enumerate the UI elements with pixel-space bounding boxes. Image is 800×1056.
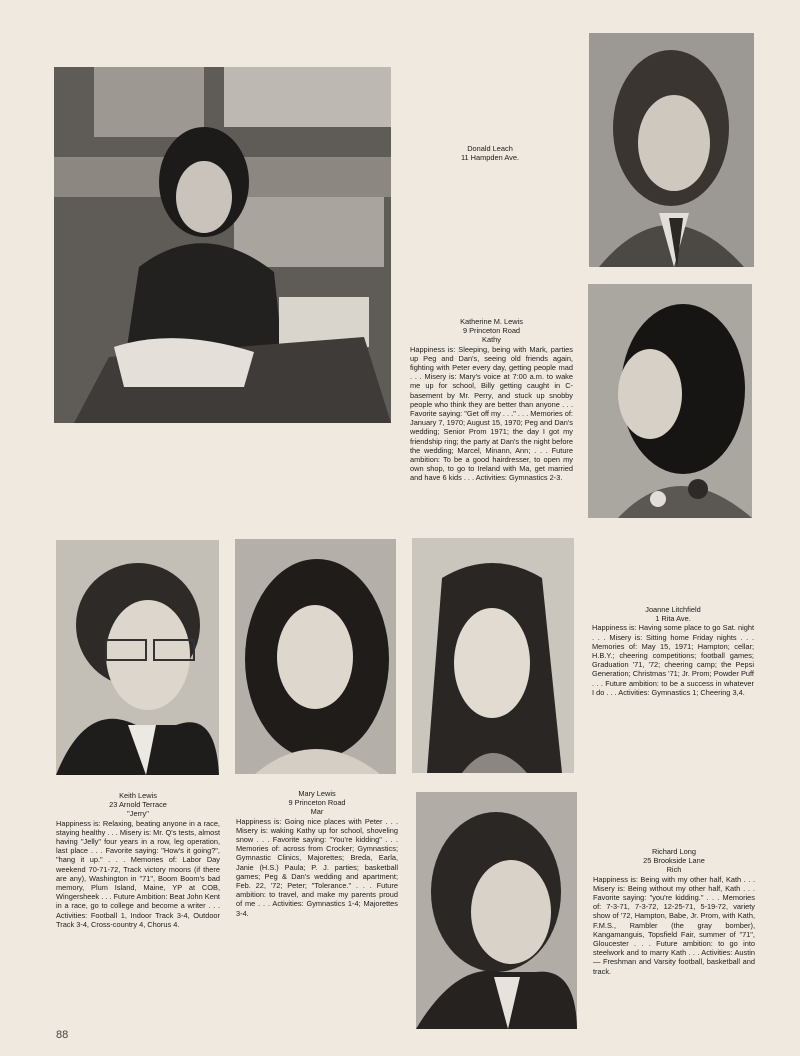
portrait-richard-long <box>416 792 577 1029</box>
entry-nickname: Rich <box>666 865 682 875</box>
entry-donald-leach <box>430 144 550 162</box>
entry-joanne-litchfield <box>592 605 754 697</box>
portrait-joanne-litchfield-graphic <box>412 538 574 773</box>
entry-address: 11 Hampden Ave. <box>460 153 520 163</box>
entry-name: Keith Lewis <box>119 791 157 800</box>
entry-address: 1 Rita Ave. <box>655 614 691 624</box>
entry-richard-long <box>593 847 755 976</box>
entry-name: Richard Long <box>652 847 696 856</box>
entry-name: Katherine M. Lewis <box>460 317 523 326</box>
portrait-donald-leach <box>589 33 754 267</box>
entry-katherine-lewis <box>410 317 573 483</box>
entry-name: Donald Leach <box>467 144 513 153</box>
candid-photo-graphic <box>54 67 391 423</box>
entry-mary-lewis <box>236 789 398 918</box>
entry-text: Happiness is: Having some place to go Sat. night . . . Misery is: Sitting home Friday nights . . . Memories of: May 15, 1971; Hampton; cellar; H.B.Y.; cheering competitions; football games; Graduation '71, '72; cheering camp; the Pepsi Generation; Christmas '71; Jr. Prom; Powder Puff . . . Future ambition: to be a success in whatever I do . . . Activities: Gymnastics 1; Cheering 3,4. <box>592 623 754 697</box>
entry-text: Happiness is: Sleeping, being with Mark, parties up Peg and Dan's, seeing old friends again, fighting with Peter every day, getting people mad . . . Misery is: Mary's voice at 7:00 a.m. to wake me up for school, Billy getting caught in C-basement by Mr. Perry, and stuck up snobby people who think they are better than anyone . . . Favorite saying: "Get off my . . ." . . . Memories of: January 7, 1970; August 15, 1970; Peg and Dan's wedding; Senior Prom 1971; the day I got my friendship ring; the party at Dan's the night before the wedding; Marcel, Minann, Ann; . . . Future ambition: To be a good hairdresser, to open my own shop, to go to Ireland with Ma, get married and have 6 kids . . . Activities: Gymnastics 2-3. <box>410 344 573 483</box>
portrait-keith-lewis <box>56 540 219 775</box>
entry-address: 9 Princeton Road <box>462 326 521 336</box>
portrait-richard-long-graphic <box>416 792 577 1029</box>
portrait-katherine-lewis <box>588 284 752 518</box>
entry-text: Happiness is: Relaxing, beating anyone in a race, staying healthy . . . Misery is: Mr. Q's tests, almost having "Jelly" four years in a row, leg operation, last place . . . Favorite saying: "How's it going?", "hang it up." . . . Memories of: Labor Day weekend 70-71-72, Track victory moons (if there are any), Washington in "71", Boom Boom's bad memory, Plum Island, Maine, YP at COB, Wingersheek . . . Future Ambition: Beat John Kent in a race, go to college and become a writer . . . Activities: Football 1, Indoor Track 3-4, Outdoor Track 3-4, Cross-country 4, Chorus 4. <box>56 818 220 929</box>
entry-nickname: "Jerry" <box>127 809 149 819</box>
entry-name: Joanne Litchfield <box>645 605 701 614</box>
page-number: 88 <box>56 1029 69 1041</box>
portrait-donald-leach-graphic <box>589 33 754 267</box>
entry-nickname: Kathy <box>482 335 501 345</box>
portrait-mary-lewis <box>235 539 396 774</box>
entry-keith-lewis <box>56 791 220 929</box>
entry-nickname: Mar <box>310 807 324 817</box>
portrait-joanne-litchfield <box>412 538 574 773</box>
entry-text: Happiness is: Going nice places with Peter . . . Misery is: waking Kathy up for school, shoveling snow . . . Favorite saying: "You're kidding" . . . Memories of: across from Crocker; Gymnastics; Gymnastic Clinics, Majorettes; Breda, Earla, Janie (H.S.) Paula; P. J. parties; basketball games; Peg & Dan's wedding and apartment; Feb. 22, '72; Peter; "Tolerance." . . . Future ambition: to travel, and make my parents proud of me . . . Activities: Gymnastics 1-4; Majorettes 3-4. <box>236 816 398 918</box>
portrait-katherine-lewis-graphic <box>588 284 752 518</box>
portrait-keith-lewis-graphic <box>56 540 219 775</box>
entry-text: Happiness is: Being with my other half, Kath . . . Misery is: Being without my other half, Kath . . . Favorite saying: "you're kidding." . . . Memories of: 7-3-71, 7-3-72, 12-25-71, 5-19-72, variety show of '72, Hampton, Babe, Jr. Prom, with Kath, F.M.S., Rambler (the gray bomber), Kangamanguis, Topsfield Fair, summer of "71", Gloucester . . . Future ambition: to go into steelwork and to marry Kath . . . Activities: Austin — Freshman and Varsity football, basketball and track. <box>593 874 755 976</box>
portrait-mary-lewis-graphic <box>235 539 396 774</box>
entry-address: 23 Arnold Terrace <box>109 800 167 810</box>
entry-address: 9 Princeton Road <box>288 798 346 808</box>
entry-name: Mary Lewis <box>298 789 336 798</box>
entry-address: 25 Brookside Lane <box>643 856 705 866</box>
candid-photo <box>54 67 391 423</box>
